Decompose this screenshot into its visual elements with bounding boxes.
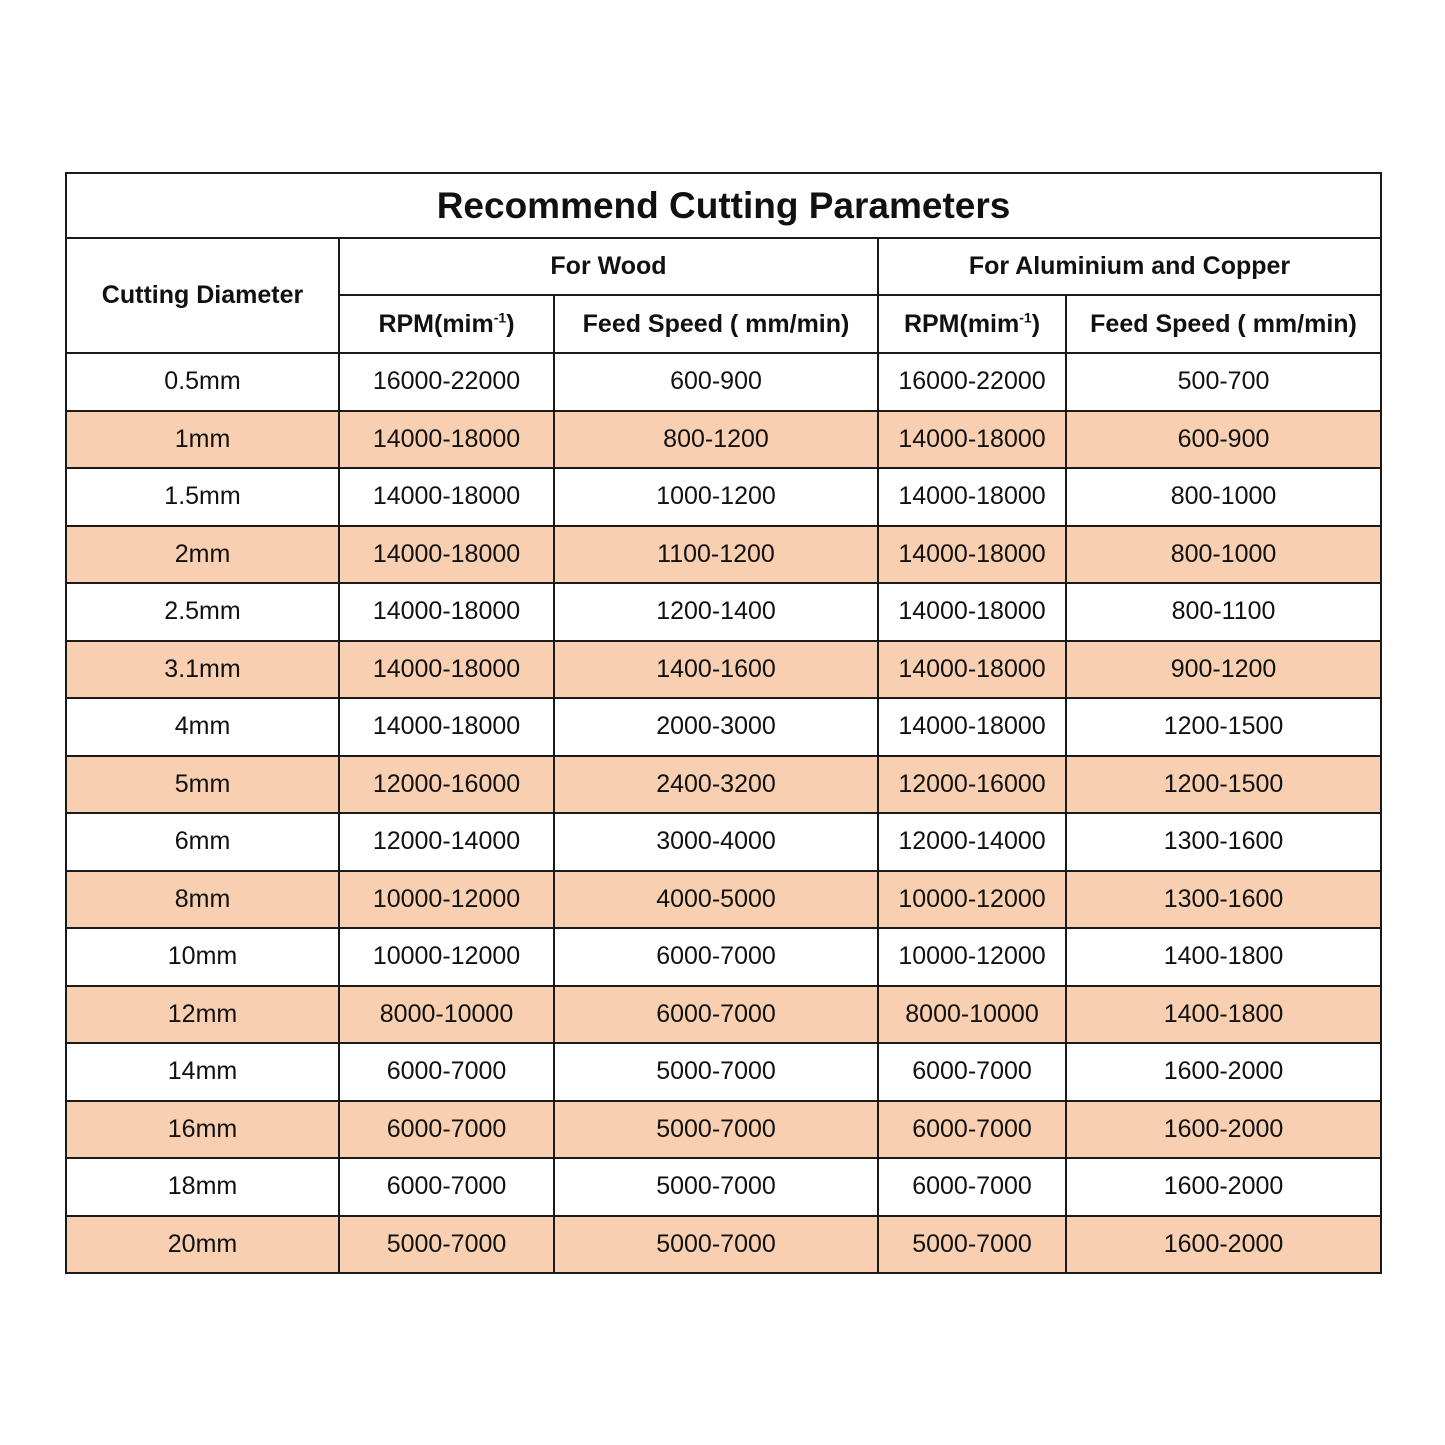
diameter-cell: 3.1mm	[66, 641, 339, 699]
wood-rpm-cell: 10000-12000	[339, 871, 554, 929]
alu-feed-cell: 1600-2000	[1066, 1158, 1381, 1216]
wood-feed-cell: 6000-7000	[554, 928, 878, 986]
wood-feed-cell: 800-1200	[554, 411, 878, 469]
wood-rpm-cell: 12000-14000	[339, 813, 554, 871]
wood-feed-cell: 5000-7000	[554, 1101, 878, 1159]
aluminium-copper-group-header: For Aluminium and Copper	[878, 238, 1381, 295]
wood-rpm-cell: 14000-18000	[339, 641, 554, 699]
diameter-cell: 1.5mm	[66, 468, 339, 526]
alu-feed-cell: 1300-1600	[1066, 813, 1381, 871]
table-row	[66, 698, 1381, 756]
wood-feed-cell: 1100-1200	[554, 526, 878, 584]
wood-rpm-cell: 12000-16000	[339, 756, 554, 814]
wood-rpm-cell: 5000-7000	[339, 1216, 554, 1274]
diameter-cell: 2.5mm	[66, 583, 339, 641]
alu-feed-cell: 800-1000	[1066, 526, 1381, 584]
diameter-cell: 6mm	[66, 813, 339, 871]
alu-feed-cell: 900-1200	[1066, 641, 1381, 699]
table-row	[66, 641, 1381, 699]
diameter-cell: 14mm	[66, 1043, 339, 1101]
wood-feed-cell: 1200-1400	[554, 583, 878, 641]
rpm-label: RPM(mim	[378, 309, 494, 338]
alu-feed-cell: 1300-1600	[1066, 871, 1381, 929]
diameter-cell: 4mm	[66, 698, 339, 756]
table-row	[66, 583, 1381, 641]
table-row	[66, 468, 1381, 526]
rpm-close: )	[1031, 309, 1041, 338]
table-row	[66, 411, 1381, 469]
wood-rpm-cell: 6000-7000	[339, 1101, 554, 1159]
cutting-parameters-table	[65, 172, 1382, 1274]
alu-rpm-cell: 14000-18000	[878, 526, 1066, 584]
alu-rpm-cell: 12000-14000	[878, 813, 1066, 871]
wood-feed-cell: 2000-3000	[554, 698, 878, 756]
alu-rpm-cell: 16000-22000	[878, 353, 1066, 411]
alu-feed-cell: 1600-2000	[1066, 1101, 1381, 1159]
alu-feed-cell: 1400-1800	[1066, 986, 1381, 1044]
alu-feed-cell: 800-1000	[1066, 468, 1381, 526]
table-row	[66, 756, 1381, 814]
alu-feed-cell: 1200-1500	[1066, 698, 1381, 756]
diameter-cell: 8mm	[66, 871, 339, 929]
rpm-exponent: -1	[493, 309, 507, 326]
alu-rpm-cell: 10000-12000	[878, 928, 1066, 986]
cutting-diameter-header: Cutting Diameter	[66, 238, 339, 353]
alu-rpm-cell: 10000-12000	[878, 871, 1066, 929]
wood-feed-cell: 5000-7000	[554, 1043, 878, 1101]
wood-feed-cell: 1000-1200	[554, 468, 878, 526]
wood-rpm-header	[339, 295, 554, 353]
diameter-cell: 2mm	[66, 526, 339, 584]
rpm-close: )	[506, 309, 515, 338]
diameter-cell: 20mm	[66, 1216, 339, 1274]
table-row	[66, 986, 1381, 1044]
table-row	[66, 871, 1381, 929]
diameter-cell: 10mm	[66, 928, 339, 986]
wood-feed-speed-header: Feed Speed ( mm/min)	[554, 295, 878, 353]
alu-rpm-cell: 14000-18000	[878, 411, 1066, 469]
diameter-cell: 12mm	[66, 986, 339, 1044]
alu-rpm-cell: 12000-16000	[878, 756, 1066, 814]
alu-rpm-cell: 14000-18000	[878, 641, 1066, 699]
diameter-cell: 5mm	[66, 756, 339, 814]
rpm-exponent: -1	[1019, 309, 1032, 326]
wood-rpm-cell: 14000-18000	[339, 698, 554, 756]
alu-rpm-cell: 6000-7000	[878, 1043, 1066, 1101]
wood-feed-cell: 4000-5000	[554, 871, 878, 929]
alu-rpm-cell: 6000-7000	[878, 1101, 1066, 1159]
alu-rpm-cell: 6000-7000	[878, 1158, 1066, 1216]
alu-feed-cell: 800-1100	[1066, 583, 1381, 641]
alu-feed-speed-header: Feed Speed ( mm/min)	[1066, 295, 1381, 353]
wood-feed-cell: 3000-4000	[554, 813, 878, 871]
table-row	[66, 928, 1381, 986]
wood-rpm-cell: 14000-18000	[339, 583, 554, 641]
table-row	[66, 1216, 1381, 1274]
alu-rpm-cell: 14000-18000	[878, 583, 1066, 641]
rpm-label: RPM(mim	[903, 309, 1020, 338]
wood-rpm-cell: 10000-12000	[339, 928, 554, 986]
diameter-cell: 18mm	[66, 1158, 339, 1216]
wood-feed-cell: 600-900	[554, 353, 878, 411]
cutting-parameters-table-container	[65, 172, 1380, 1274]
table-row	[66, 813, 1381, 871]
table-body	[66, 353, 1381, 1273]
diameter-cell: 1mm	[66, 411, 339, 469]
table-row	[66, 353, 1381, 411]
alu-rpm-cell: 5000-7000	[878, 1216, 1066, 1274]
table-row	[66, 526, 1381, 584]
wood-feed-cell: 5000-7000	[554, 1158, 878, 1216]
table-row	[66, 1158, 1381, 1216]
wood-rpm-cell: 14000-18000	[339, 526, 554, 584]
alu-feed-cell: 1600-2000	[1066, 1043, 1381, 1101]
wood-rpm-cell: 8000-10000	[339, 986, 554, 1044]
table-title: Recommend Cutting Parameters	[66, 173, 1381, 238]
alu-rpm-cell: 8000-10000	[878, 986, 1066, 1044]
alu-rpm-cell: 14000-18000	[878, 468, 1066, 526]
alu-feed-cell: 1200-1500	[1066, 756, 1381, 814]
wood-feed-cell: 2400-3200	[554, 756, 878, 814]
wood-group-header: For Wood	[339, 238, 878, 295]
diameter-cell: 16mm	[66, 1101, 339, 1159]
wood-rpm-cell: 6000-7000	[339, 1158, 554, 1216]
alu-feed-cell: 600-900	[1066, 411, 1381, 469]
wood-rpm-cell: 14000-18000	[339, 411, 554, 469]
table-row	[66, 1101, 1381, 1159]
diameter-cell: 0.5mm	[66, 353, 339, 411]
wood-rpm-cell: 14000-18000	[339, 468, 554, 526]
alu-feed-cell: 1600-2000	[1066, 1216, 1381, 1274]
table-row	[66, 1043, 1381, 1101]
alu-feed-cell: 1400-1800	[1066, 928, 1381, 986]
wood-rpm-cell: 16000-22000	[339, 353, 554, 411]
wood-feed-cell: 5000-7000	[554, 1216, 878, 1274]
alu-rpm-cell: 14000-18000	[878, 698, 1066, 756]
alu-feed-cell: 500-700	[1066, 353, 1381, 411]
wood-feed-cell: 6000-7000	[554, 986, 878, 1044]
wood-feed-cell: 1400-1600	[554, 641, 878, 699]
alu-rpm-header	[878, 295, 1066, 353]
wood-rpm-cell: 6000-7000	[339, 1043, 554, 1101]
